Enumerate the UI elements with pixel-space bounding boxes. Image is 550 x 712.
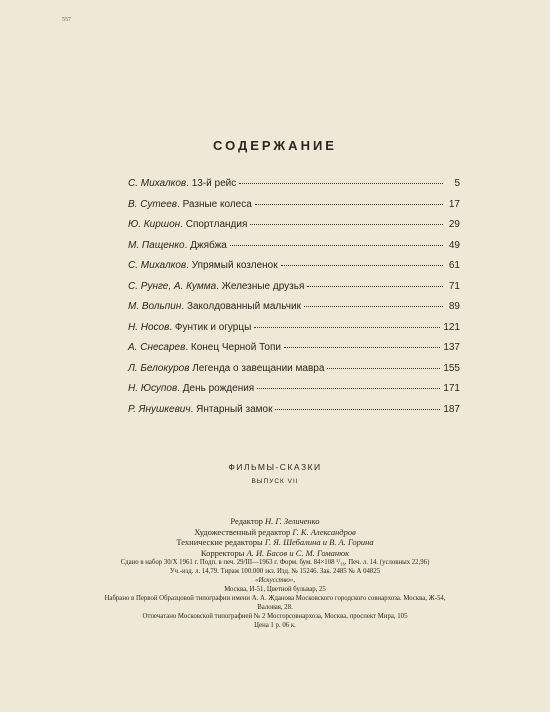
toc-author: В. Сутеев (128, 198, 178, 210)
toc-entry: С. Михалков . Упрямый козленок 61 (128, 260, 460, 271)
toc-work: Упрямый козленок (191, 260, 278, 271)
imprint-publisher (0, 576, 550, 585)
toc-leader (255, 204, 443, 205)
tech-editors-names: Г. Я. Шебалина и В. А. Горина (264, 537, 374, 548)
toc-author: С. Рунге, А. Кумма (128, 280, 217, 292)
toc-leader (327, 368, 440, 369)
toc-entry: Н. Носов . Фунтик и огурцы 121 (128, 321, 460, 333)
proofreaders-label: Корректоры (200, 547, 245, 558)
toc-leader (257, 388, 440, 389)
toc-entry: М. Вольпин . Заколдованный мальчик 89 (128, 301, 460, 312)
toc-page-number: 61 (448, 260, 460, 271)
toc-leader (281, 265, 443, 266)
toc-work: Железные друзья (221, 280, 305, 292)
toc-page-number: 17 (448, 198, 460, 210)
art-editor-label: Художественный редактор (194, 526, 291, 537)
toc-work: Разные колеса (182, 198, 252, 210)
imprint-editor (0, 516, 550, 527)
tech-editors-label: Технические редакторы (176, 537, 263, 548)
toc-work: Легенда о завещании мавра (192, 362, 325, 374)
toc-entry (128, 363, 460, 384)
toc-author: А. Снесарев (128, 342, 186, 353)
toc-leader (250, 224, 443, 225)
toc-entry: Р. Янушкевич . Янтарный замок 187 (128, 403, 460, 415)
toc-work: Конец Черной Топи (190, 342, 281, 353)
toc-entry: В. Сутеев . Разные колеса 17 (128, 198, 460, 210)
toc-page-number: 155 (443, 362, 460, 374)
toc-entry: Ю. Киршон . Спортландия 29 (128, 219, 460, 230)
editor-name: Н. Г. Зеличенко (265, 516, 320, 526)
contents-title: СОДЕРЖАНИЕ (213, 138, 337, 153)
imprint-art-editor (0, 527, 550, 538)
imprint-block (0, 516, 550, 630)
issue-number: ВЫПУСК VII (251, 478, 299, 485)
toc-work: Янтарный замок (196, 403, 273, 415)
toc-author: М. Пащенко (128, 239, 185, 251)
toc-author: Ю. Киршон (128, 219, 181, 230)
publisher-name: «Искусство», (255, 577, 295, 585)
toc-author: Н. Юсупов (128, 383, 178, 394)
art-editor-name: Г. К. Александров (292, 526, 356, 537)
imprint-typeset-2: Валовая, 28. (257, 604, 293, 612)
toc-page-number: 49 (448, 239, 460, 251)
imprint-printed-by: Отпечатано Московской типографией № 2 Мосгорсовнархоза, Москва, проспект Мира, 105 (142, 613, 408, 621)
toc-author: Р. Янушкевич (128, 403, 191, 415)
toc-leader (304, 306, 443, 307)
toc-page-number: 5 (454, 178, 460, 189)
imprint-price: Цена 1 р. 06 к. (254, 622, 296, 630)
toc-page-number: 171 (443, 383, 460, 394)
toc-work: Спортландия (185, 219, 248, 230)
toc-entry: М. Пащенко . Джябжа 49 (128, 239, 460, 251)
toc-work: 13-й рейс (191, 178, 237, 189)
imprint-typeset-1: Набрано в Первой Образцовой типографии имени А. А. Жданова Московского городского совнархоза. Москва, Ж-54, (104, 595, 446, 603)
imprint-publisher-address: Москва, И-51, Цветной бульвар, 25 (224, 586, 326, 594)
toc-leader (239, 183, 443, 184)
toc-entry: А. Снесарев . Конец Черной Топи 137 (128, 342, 460, 353)
toc-leader (254, 327, 440, 328)
toc-author: Л. Белокуров (128, 362, 190, 374)
toc-author: С. Михалков (128, 260, 187, 271)
toc-leader (284, 347, 440, 348)
toc-work: Заколдованный мальчик (186, 301, 301, 312)
series-title: ФИЛЬМЫ-СКАЗКИ (228, 462, 322, 472)
toc-leader (230, 245, 443, 246)
toc-work: Фунтик и огурцы (174, 321, 252, 333)
page-corner-number: 557 (62, 17, 71, 23)
toc-page-number: 121 (443, 321, 460, 333)
toc-page-number: 89 (448, 301, 460, 312)
table-of-contents (128, 178, 460, 424)
toc-leader (275, 409, 440, 410)
editor-label: Редактор (230, 516, 263, 526)
toc-author: С. Михалков (128, 178, 187, 189)
imprint-tech-editors (0, 537, 550, 548)
toc-leader (307, 286, 443, 287)
toc-page-number: 29 (448, 219, 460, 230)
toc-author: Н. Носов (128, 321, 170, 333)
imprint-print-details: Сдано в набор 30/X 1961 г. Подп. в печ. 29/III—1963 г. Форм. бум. 84×108 ¹/₁₆. Печ. л. 14. (условных 22,96) (120, 559, 430, 567)
toc-page-number: 71 (448, 280, 460, 292)
toc-entry: С. Рунге, А. Кумма . Железные друзья 71 (128, 280, 460, 292)
toc-entry: Н. Юсупов . День рождения 171 (128, 383, 460, 394)
toc-work: Джябжа (190, 239, 227, 251)
toc-page-number: 187 (443, 403, 460, 415)
imprint-proofreaders (0, 548, 550, 559)
toc-entry: С. Михалков . 13-й рейс 5 (128, 178, 460, 189)
imprint-edition-details: Уч.-изд. л. 14,79. Тираж 100.000 экз. Изд. № 15246. Зак. 2485 № А 04825 (169, 568, 381, 576)
toc-work: День рождения (182, 383, 255, 394)
toc-author: М. Вольпин (128, 301, 182, 312)
proofreaders-names: А. И. Басов и С. М. Гоманюк (246, 547, 350, 558)
toc-page-number: 137 (443, 342, 460, 353)
